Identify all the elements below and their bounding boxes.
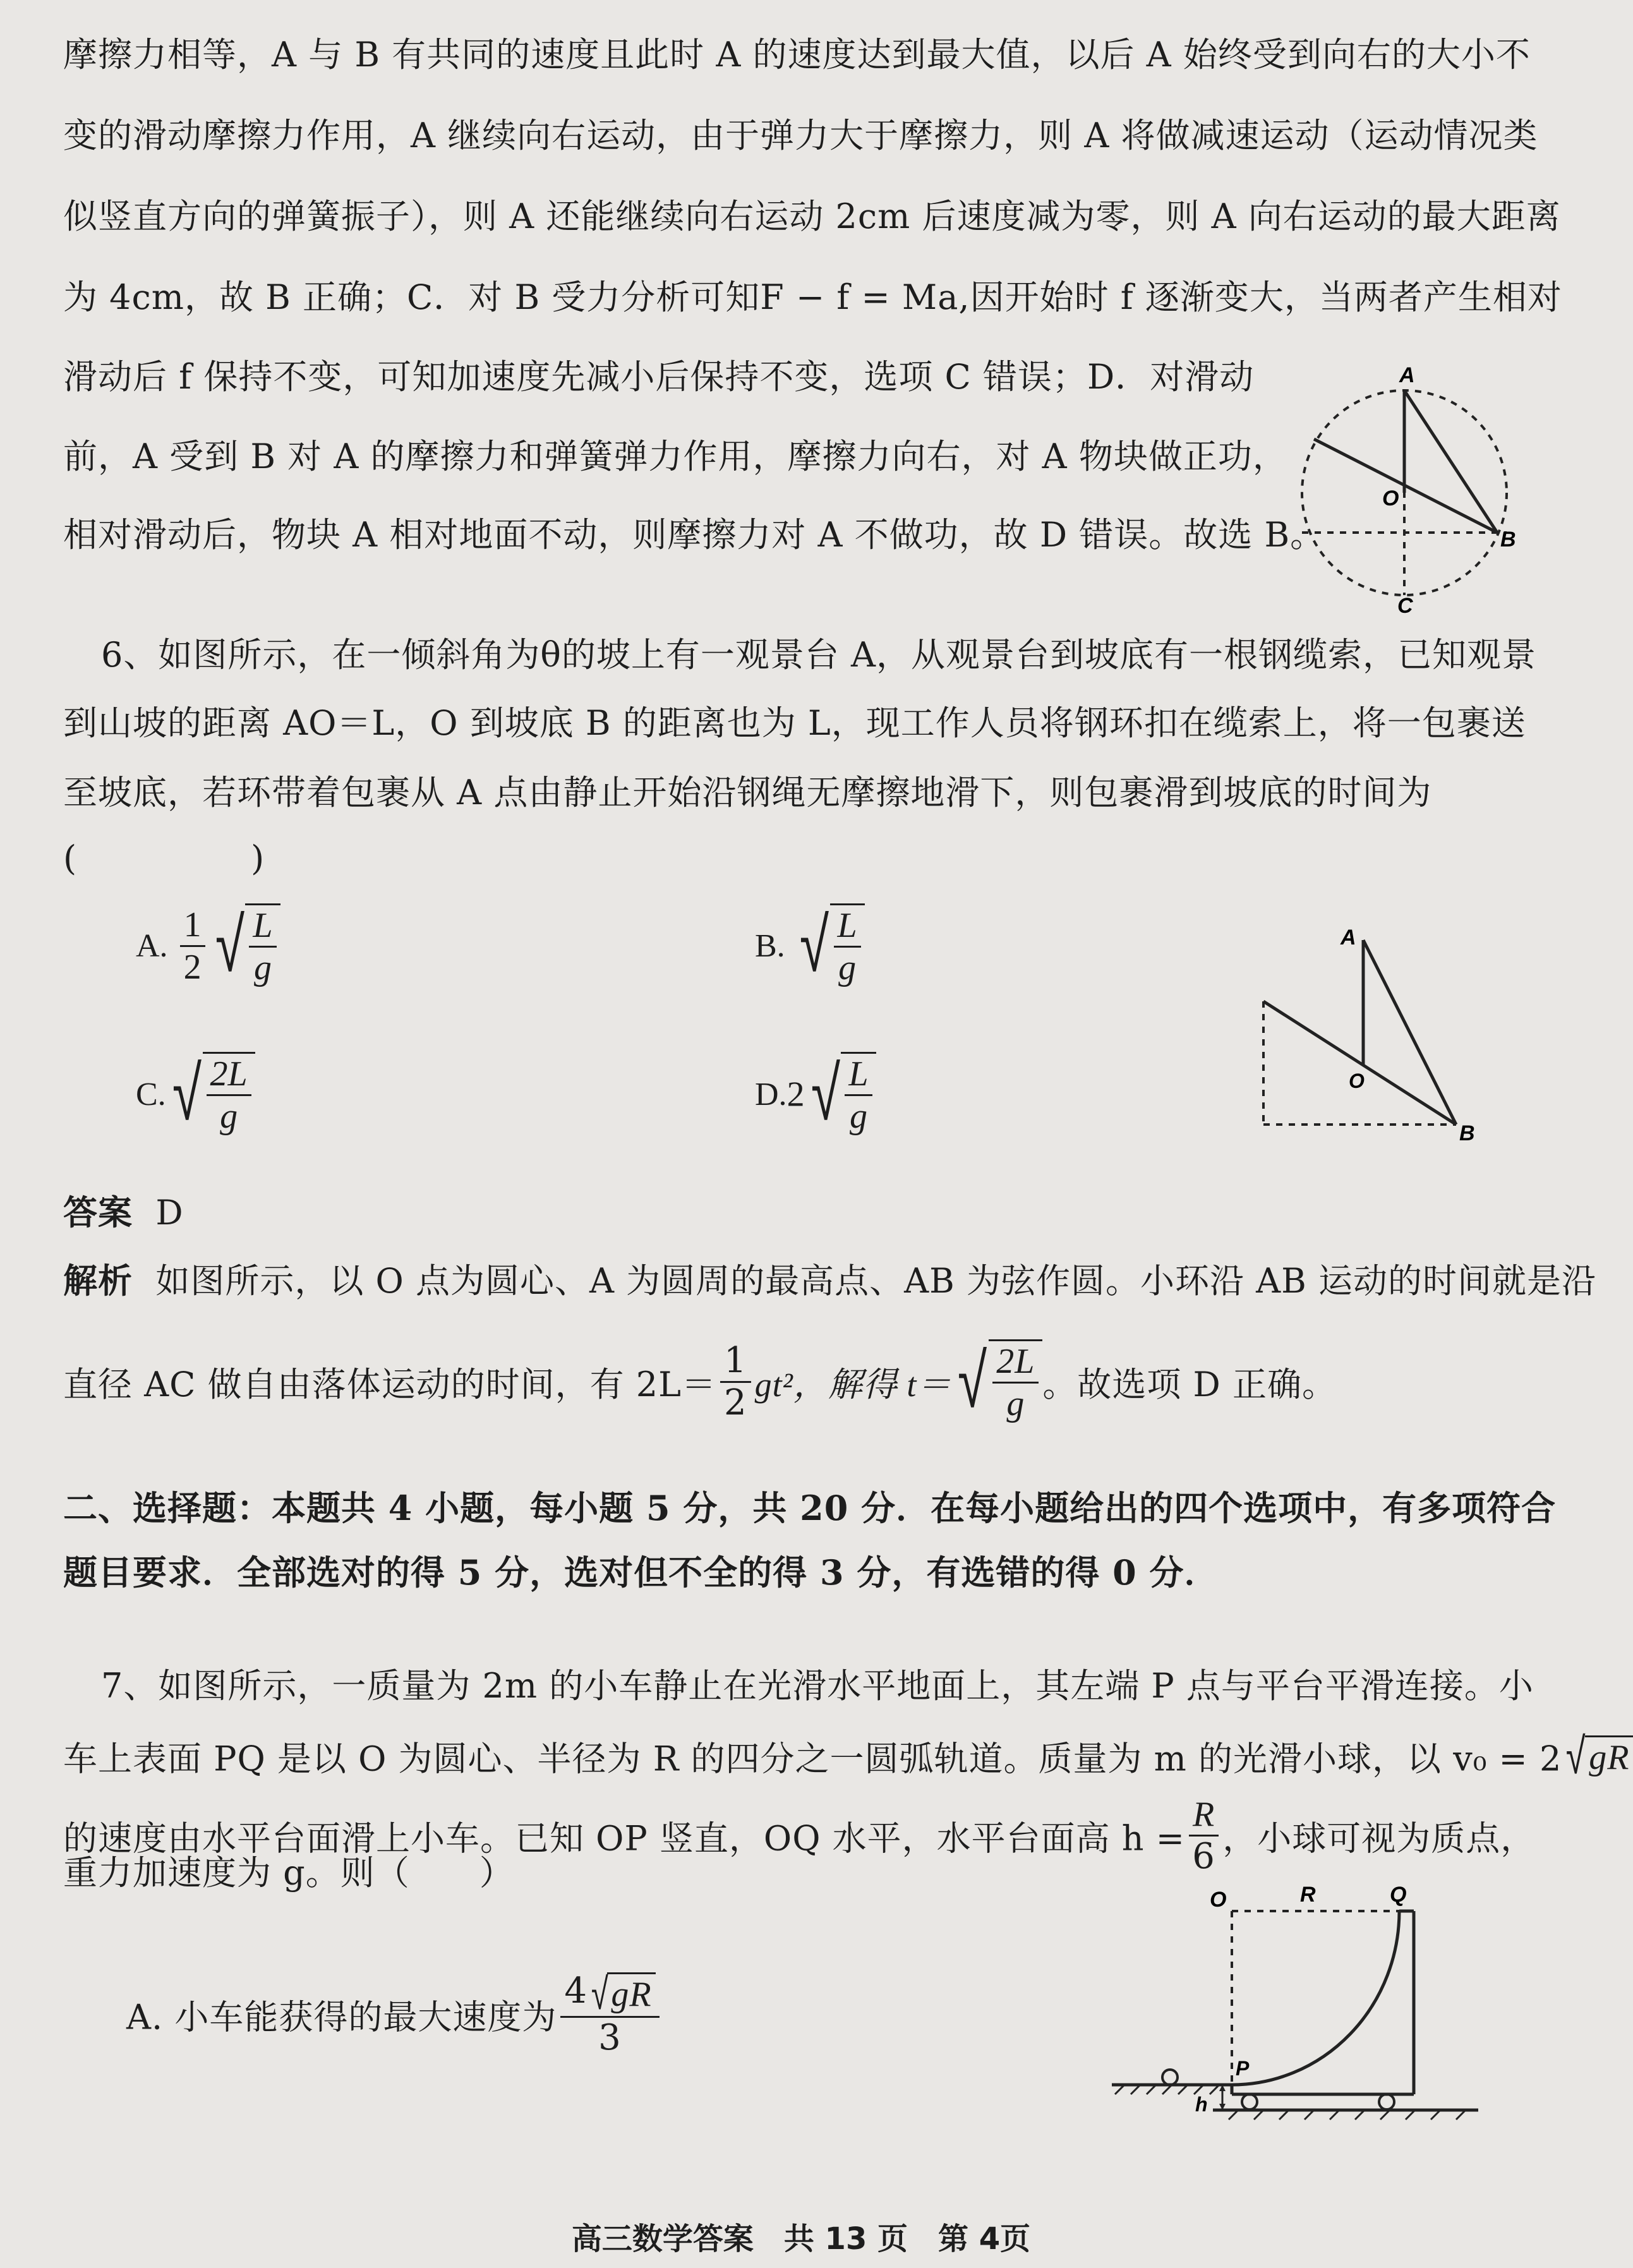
section-heading: 二、选择题：本题共 4 小题，每小题 5 分，共 20 分．在每小题给出的四个选项中，有多项符合 (63, 1488, 1557, 1528)
q7-line: 重力加速度为 g。则（ ） (63, 1853, 514, 1893)
label-o: O (1349, 1070, 1365, 1092)
label-c: C (1397, 594, 1413, 618)
solution-line: 变的滑动摩擦力作用，A 继续向右运动，由于弹力大于摩擦力，则 A 将做减速运动（运动情况类 (63, 116, 1538, 155)
radical: √ $\frac{2L}{g}$ (951, 1339, 1042, 1425)
label-h: h (1195, 2093, 1208, 2116)
analysis-line: 解析 如图所示，以 O 点为圆心、A 为圆周的最高点、AB 为弦作圆。小环沿 AB 运动的时间就是沿 (63, 1260, 1596, 1301)
answer-value: D (155, 1193, 184, 1233)
label-a: A (1399, 363, 1415, 387)
q7-line: 车上表面 PQ 是以 O 为圆心、半径为 R 的四分之一圆弧轨道。质量为 m 的光滑小球，以 v₀ = 2√gR (63, 1731, 1633, 1782)
radical: √ $\frac{L}{g}$ (209, 903, 280, 989)
q7-line: 7、如图所示，一质量为 2m 的小车静止在光滑水平地面上，其左端 P 点与平台平滑连接。小 (101, 1666, 1534, 1706)
q6-line: ( ) (63, 838, 265, 878)
q6-option-d[interactable]: D.2√ $\frac{L}{g}$ (755, 1052, 876, 1137)
label-p: P (1236, 2057, 1250, 2080)
label-q: Q (1390, 1883, 1407, 1907)
solution-line: 似竖直方向的弹簧振子），则 A 还能继续向右运动 2cm 后速度减为零，则 A 向右运动的最大距离 (63, 196, 1561, 236)
label-o: O (1210, 1888, 1227, 1912)
fraction: $\frac{1}{2}$ (720, 1341, 751, 1424)
radical: √gR (1562, 1731, 1633, 1782)
solution-line: 前，A 受到 B 对 A 的摩擦力和弹簧弹力作用，摩擦力向右，对 A 物块做正功， (63, 437, 1287, 476)
q6-option-b[interactable]: B. √ $\frac{L}{g}$ (755, 903, 865, 989)
analysis-line: 直径 AC 做自由落体运动的时间，有 2L＝ $\frac{1}{2}$ gt²，解得 t＝√ $\frac{2L}{g}$ 。故选项 D 正确。 (63, 1337, 1337, 1426)
label-a: A (1341, 926, 1356, 950)
radical: √ $\frac{L}{g}$ (793, 903, 865, 989)
label-b: B (1459, 1121, 1475, 1145)
label-b: B (1500, 528, 1516, 552)
label-r: R (1300, 1883, 1316, 1907)
q7-line: 的速度由水平台面滑上小车。已知 OP 竖直，OQ 水平，水平台面高 h = $\frac{R}{6}$ ，小球可视为质点， (63, 1795, 1536, 1878)
radical: √ $\frac{2L}{g}$ (166, 1052, 255, 1137)
q6-option-c[interactable]: C.√ $\frac{2L}{g}$ (136, 1052, 255, 1137)
q6-line: 6、如图所示，在一倾斜角为θ的坡上有一观景台 A，从观景台到坡底有一根钢缆索，已知观景 (101, 635, 1537, 675)
solution-line: 相对滑动后，物块 A 相对地面不动，则摩擦力对 A 不做功，故 D 错误。故选 B。 (63, 515, 1325, 555)
slope-diagram (1244, 922, 1497, 1156)
answer-line: 答案 D (63, 1192, 184, 1233)
fraction: $\frac{R}{6}$ (1189, 1794, 1219, 1878)
fraction: $\frac{4√gR}{3}$ (560, 1971, 659, 2058)
circle-diagram (1289, 354, 1529, 619)
page-footer: 高三数学答案 共 13 页 第 4页 (571, 2221, 1031, 2257)
q6-option-a[interactable]: A. $\frac{1}{2}$ √ $\frac{L}{g}$ (136, 903, 280, 989)
section-heading: 题目要求．全部选对的得 5 分，选对但不全的得 3 分，有选错的得 0 分． (63, 1552, 1219, 1593)
cart-diagram (1112, 1876, 1491, 2142)
fraction: $\frac{1}{2}$ (180, 905, 205, 988)
q7-option-a[interactable]: A. 小车能获得的最大速度为 $\frac{4√gR}{3}$ (126, 1971, 663, 2058)
solution-line: 为 4cm，故 B 正确；C．对 B 受力分析可知F − f = Ma,因开始时 f 逐渐变大，当两者产生相对 (63, 277, 1562, 317)
solution-line: 摩擦力相等，A 与 B 有共同的速度且此时 A 的速度达到最大值，以后 A 始终受到向右的大小不 (63, 35, 1531, 75)
radical: √ $\frac{L}{g}$ (805, 1052, 876, 1137)
q6-line: 至坡底，若环带着包裹从 A 点由静止开始沿钢绳无摩擦地滑下，则包裹滑到坡底的时间为 (63, 773, 1432, 812)
label-o: O (1382, 486, 1399, 510)
q6-line: 到山坡的距离 AO＝L，O 到坡底 B 的距离也为 L，现工作人员将钢环扣在缆索上，将一包裹送 (63, 703, 1526, 743)
solution-line: 滑动后 f 保持不变，可知加速度先减小后保持不变，选项 C 错误；D．对滑动 (63, 357, 1255, 397)
